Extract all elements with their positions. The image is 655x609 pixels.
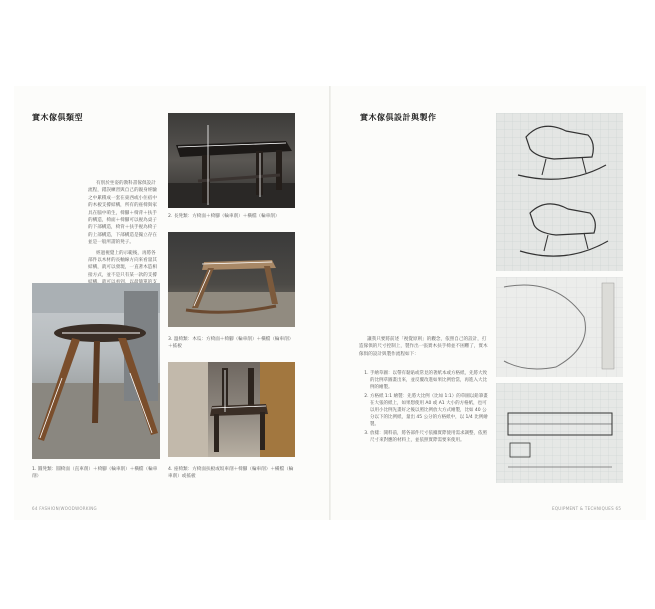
process-steps-list [360, 370, 491, 446]
rocking-stool-illustration [168, 232, 295, 327]
stool-photo [32, 283, 160, 459]
template-drawing [496, 277, 623, 377]
chair-photo [168, 362, 295, 457]
intro-paragraph-1: 有別於坐姿的教科書傢俱設計流程，錯誤練習與自己的親身經驗之中累積成一套在東西或小住宿中的木板支撐結構，所有的座椅與家具在腦中萌生，椅腳＋椅背＋扶手的構造，椅面＋椅腳可以視為桌子的下部構造，椅背＋扶手視為椅子的上部構造，下部構造是獨立存在並是一般所謂的凳子。 [88, 181, 157, 246]
right-intro-paragraph: 讓我只要將前述「視覺原則」的觀念，依照自己的設計，打造傢俱的尺寸控制上，製作出一張實木扶手椅並不困難了，實木傢俱的設計與製作流程如下： [359, 337, 488, 357]
left-footer: 64 FASHION/WOODWORKING [32, 506, 97, 511]
bench-illustration [168, 113, 295, 208]
dimension-drawing [496, 383, 623, 483]
caption-chair: 4. 座椅類：方椅面扶板或坂車削＋椅腳（輪車削）＋橫檔（輪車削）或搖板 [168, 467, 294, 479]
rocking-stool-photo [168, 232, 295, 327]
right-intro-text [359, 336, 489, 361]
bench-photo [168, 113, 295, 208]
chair-illustration [168, 362, 295, 457]
dimension-drawing-photo [496, 383, 623, 483]
left-page-title: 實木傢俱類型 [32, 113, 83, 122]
caption-rocking-stool: 3. 溫椅類：木瓜：方椅面＋椅腳（輪車削）＋橫檔（輪車削）＋搖板 [168, 337, 294, 349]
caption-bench: 2. 長凳類：方椅面＋椅腳（輪車削）＋橫檔（輪車削） [168, 214, 280, 219]
rocking-horse-sketch [496, 113, 623, 271]
book-spine [329, 86, 331, 520]
caption-stool: 1. 圓凳類：圓椅面（直車削）＋椅腳（輪車削）＋橫檔（輪車削） [32, 467, 158, 479]
intro-paragraph-2: 經過視覺上的示範後，再將各部件以木材的長軸線方向來看量其結構，就可以發現，一直著木造相接方式，並不是只有某一款的支撐 [88, 250, 157, 278]
process-step: 3. 放樣：開料前，將各部件尺寸依據實際使用需求調整，依照尺寸來對應的材料上，並依照實際需要來使用。 [370, 430, 491, 444]
right-page-title: 實木傢俱設計與製作 [360, 113, 437, 122]
right-footer: EQUIPMENT & TECHNIQUES 65 [552, 506, 622, 511]
stool-illustration [32, 283, 160, 459]
process-step: 1. 手繪草圖：以帶有黏貼或常見的著紙本或方格紙，先將大致的比例草圖畫出來，並反覆改進如果比例恰當，再進入大比例的繪製。 [370, 370, 491, 391]
process-step: 2. 方格紙 1:1 繪製：先將大比例（比如 1:1）的草圖以鉛筆畫在大張的紙上，如果想使用 A0 或 A1 大小的方格紙，也可以用小比例先畫好之後以照比例放大方式繪製，比如 40 公分以下的比例紙，量出 45 公分的方格紙中，以 1/4 比例繪製。 [370, 393, 491, 428]
full-scale-template-photo [496, 277, 623, 377]
rocking-horse-drawing [496, 113, 623, 271]
